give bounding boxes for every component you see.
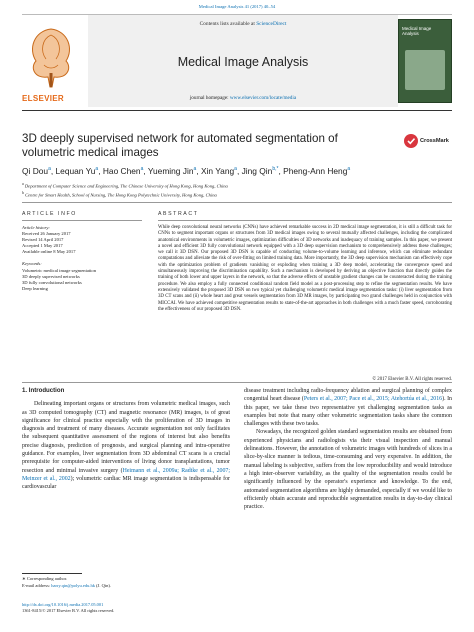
history-item: Received 26 January 2017	[22, 231, 71, 237]
history-label: Article history:	[22, 225, 50, 230]
info-divider	[22, 220, 142, 221]
journal-masthead	[22, 14, 452, 107]
sciencedirect-link[interactable]: ScienceDirect	[256, 21, 287, 27]
cover-image	[405, 50, 445, 90]
affiliation: $^b$ Centre for Smart Health, School of Nursing, The Hong Kong Polytechnic University, Hong Kong, China	[22, 190, 217, 198]
body-column-left	[22, 387, 230, 492]
title-line-2: volumetric medical images	[22, 146, 159, 159]
article-info-heading: ARTICLE INFO	[22, 211, 77, 217]
contents-line	[88, 21, 398, 27]
paragraph: disease treatment including radio-frequency ablation and surgical planning of complex congenital heart disease (Peters et al., 2007; Pace et al., 2015; Atehortúa et al., 2016). In this paper, we take these two representative yet challenging segmentation tasks as examples but note that many other volumetric segmentation tasks share the common challenges with these two tasks.	[244, 388, 452, 428]
journal-homepage	[88, 95, 398, 101]
crossmark-label: CrossMark	[420, 138, 449, 144]
article-info	[22, 225, 142, 292]
elsevier-tree-icon	[22, 21, 80, 91]
keyword[interactable]: 3D deeply supervised networks	[22, 273, 80, 279]
author[interactable]: Qi Dou$^a$	[22, 166, 51, 176]
publication-meta	[22, 602, 230, 614]
author[interactable]: Xin Yang$^a$	[200, 166, 237, 176]
crossmark-icon	[404, 134, 418, 148]
header-divider	[22, 110, 452, 111]
homepage-link[interactable]: www.elsevier.com/locate/media	[229, 95, 297, 101]
affiliation-divider	[22, 202, 452, 203]
homepage-prefix: journal homepage:	[189, 95, 229, 101]
elsevier-logo	[22, 21, 80, 101]
author[interactable]: Lequan Yu$^a$	[55, 166, 99, 176]
keywords-label: Keywords:	[22, 261, 42, 267]
running-reference[interactable]: Medical Image Analysis 41 (2017) 40–54	[198, 4, 276, 9]
abstract-text: While deep convolutional neural networks (CNNs) have achieved remarkable success in 2D medical image segmentation, it is still a difficult task for CNNs to segment important organs or structures from 3D medical images owing to several mutually affected challenges, including the complicated anatomical environments in volumetric images, optimization difficulties of 3D networks and inadequacy of training samples. In this paper, we present a novel and efficient 3D fully convolutional network equipped with a 3D deep supervision mechanism to comprehensively address these challenges; we call it 3D DSN. Our proposed 3D DSN is capable of conducting volume-to-volume learning and inference, which can eliminate redundant computations and alleviate the risk of over-fitting on limited training data. More importantly, the 3D deep supervision mechanism can effectively cope with the optimization problem of gradients vanishing or exploding when training a 3D deep model, accelerating the convergence speed and simultaneously improving the discrimination capability. Such a mechanism is developed by deriving an objective function that directly guides the training of both lower and upper layers in the network, so that the adverse effects of unstable gradient changes can be counteracted during the training procedure. We also employ a fully connected conditional random field model as a post-processing step to refine the segmentation results. We have extensively validated the proposed 3D DSN on two typical yet challenging volumetric medical image segmentation tasks: (i) liver segmentation from 3D CT scans and (ii) whole heart and great vessels segmentation from 3D MR images, by participating two grand challenges held in conjunction with MICCAI. We have achieved competitive segmentation results to state-of-the-art approaches in both challenges with a much faster speed, corroborating the effectiveness of our proposed 3D DSN.	[158, 225, 452, 312]
history-item: Accepted 1 May 2017	[22, 243, 63, 249]
author-list: Qi Dou$^a$, Lequan Yu$^a$, Hao Chen$^a$, Yueming Jin$^a$, Xin Yang$^a$, Jing Qin$^{b,*}$, Pheng-Ann Heng$^a$	[22, 166, 351, 176]
title-line-1: 3D deeply supervised network for automated segmentation of	[22, 132, 338, 145]
author[interactable]: Hao Chen$^a$	[102, 166, 144, 176]
affiliations	[22, 181, 452, 198]
footnote-divider	[22, 573, 82, 574]
corresponding-note: ∗ Corresponding author.	[22, 576, 68, 581]
affiliation: $^a$ Department of Computer Science and Engineering, The Chinese University of Hong Kong, Hong Kong, China	[22, 182, 228, 189]
abstract-copyright: © 2017 Elsevier B.V. All rights reserved.	[372, 377, 452, 382]
abstract-divider	[158, 220, 452, 221]
paragraph: Delineating important organs or structures from volumetric medical images, such as 3D computed tomography (CT) and magnetic resonance (MR) images, is of great significance for clinical practice especially with the proliferation of 3D images in diagnosis and treatment of many diseases. Accurate segmentation not only facilitates the subsequent quantitative assessment of the regions of interest but also benefits precise diagnosis, prediction of prognosis, and surgical planning and intra-operative guidance. For examples, liver segmentation from 3D abdominal CT scans is a crucial prerequisite for computer-aided interventions of living donor transplantations, tumor resection and minimal invasive surgery (Heimann et al., 2009a; Radtke et al., 2007; Meinzer et al., 2002); volumetric cardiac MR image segmentation is indispensable for cardiovascular	[22, 401, 230, 491]
history-item: Available online 8 May 2017	[22, 249, 76, 255]
body-column-right	[244, 387, 452, 511]
email-link[interactable]: harry.qin@polyu.edu.hk	[51, 582, 95, 588]
author[interactable]: Pheng-Ann Heng$^a$	[283, 166, 351, 176]
journal-cover-thumbnail[interactable]	[398, 19, 452, 103]
journal-banner	[88, 15, 398, 107]
author[interactable]: Jing Qin$^{b,*}$	[241, 166, 279, 176]
keyword[interactable]: Volumetric medical image segmentation	[22, 267, 97, 273]
section-heading: 1. Introduction	[22, 387, 65, 394]
keyword[interactable]: 3D fully convolutional networks	[22, 279, 82, 285]
journal-title: Medical Image Analysis	[177, 55, 309, 69]
cover-title: Medical Image Analysis	[402, 26, 432, 36]
footnotes	[22, 576, 230, 589]
contents-prefix: Contents lists available at	[199, 21, 255, 27]
abstract-heading: ABSTRACT	[158, 211, 199, 217]
paragraph: Nowadays, the recognized golden standard segmentation results are obtained from experienced physicians and radiologists via their visual inspection and manual delineations. However, the annotation of volumetric images with hundreds of slices in a slice-by-slice manner is tedious, time-consuming and very expensive. In addition, the manual labeling is subjective, suffers from the low reproducibility and would introduce a high inter-observer variability, as the quality of the segmentation results could be significantly influenced by the operator's experience and knowledge. To the end, automated segmentation algorithms are highly demanded, especially if we would like to efficiently obtain accurate and reproducible segmentation results in day-to-day clinical practice.	[244, 429, 452, 511]
crossmark-badge[interactable]	[404, 134, 452, 150]
publisher-name: ELSEVIER	[22, 94, 64, 103]
citation-link[interactable]: Heimann et al., 2009a; Radtke et al., 2007; Meinzer et al., 2002	[22, 467, 230, 482]
issn-line: 1361-8415/© 2017 Elsevier B.V. All rights reserved.	[22, 608, 115, 613]
body-divider	[22, 382, 452, 383]
history-item: Revised 14 April 2017	[22, 237, 64, 243]
author[interactable]: Yueming Jin$^a$	[147, 166, 197, 176]
keyword[interactable]: Deep learning	[22, 285, 48, 291]
doi-link[interactable]: http://dx.doi.org/10.1016/j.media.2017.05.001	[22, 602, 104, 607]
article-title	[22, 132, 382, 160]
citation-link[interactable]: Peters et al., 2007; Pace et al., 2015; Atehortúa et al., 2016	[303, 396, 443, 403]
email-note: E-mail address: harry.qin@polyu.edu.hk (J. Qin).	[22, 582, 111, 588]
